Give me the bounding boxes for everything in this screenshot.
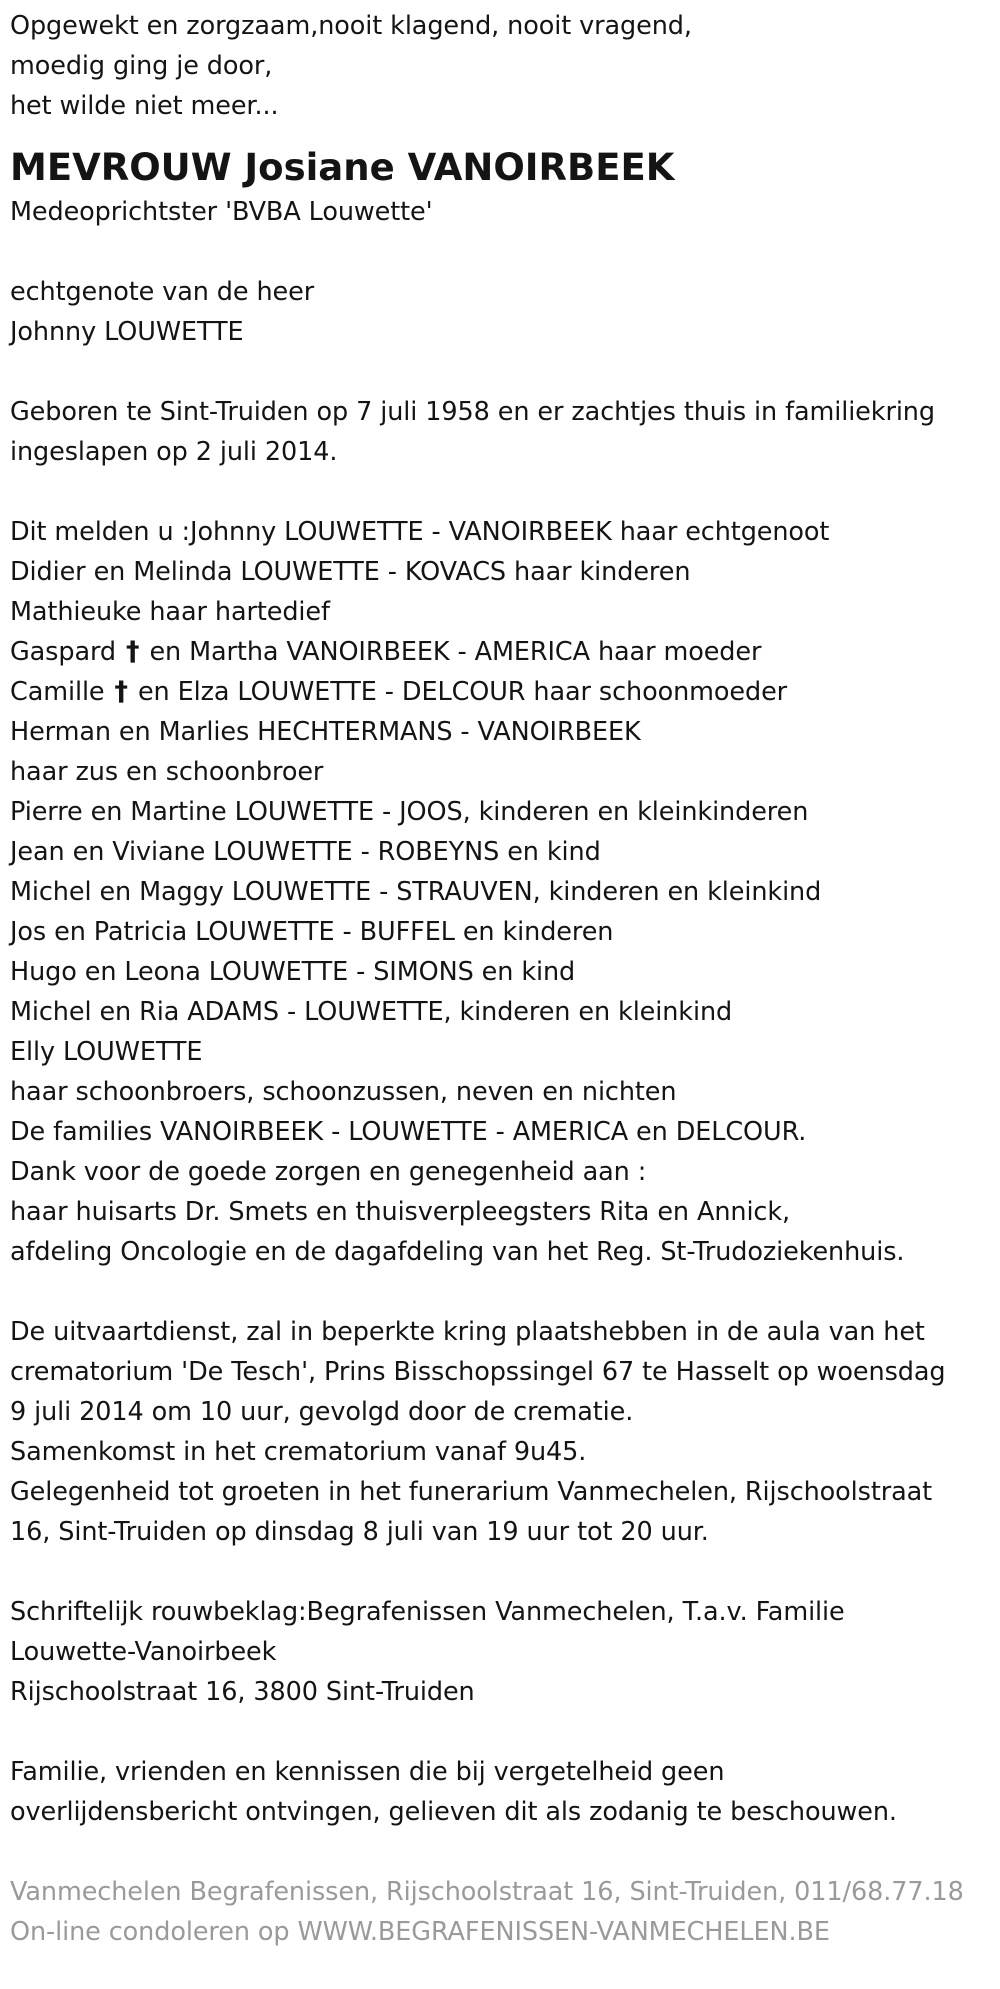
family-line: Michel en Maggy LOUWETTE - STRAUVEN, kinderen en kleinkind bbox=[10, 877, 822, 907]
family-line bbox=[10, 632, 1000, 672]
family-line: Mathieuke haar hartedief bbox=[10, 597, 330, 627]
family-name: Camille bbox=[10, 677, 105, 707]
birth-death-section bbox=[10, 392, 1000, 472]
poem bbox=[10, 6, 1000, 126]
cross-icon: † bbox=[126, 636, 140, 667]
service-line: crematorium 'De Tesch', Prins Bisschopssingel 67 te Hasselt op woensdag bbox=[10, 1357, 946, 1387]
family-line: Michel en Ria ADAMS - LOUWETTE, kinderen en kleinkind bbox=[10, 997, 733, 1027]
condolence-line: Louwette-Vanoirbeek bbox=[10, 1637, 277, 1667]
footer-link[interactable]: On-line condoleren op WWW.BEGRAFENISSEN-VANMECHELEN.BE bbox=[10, 1917, 830, 1947]
condolence-section bbox=[10, 1592, 1000, 1712]
family-line: Jean en Viviane LOUWETTE - ROBEYNS en kind bbox=[10, 837, 601, 867]
family-line: Elly LOUWETTE bbox=[10, 1037, 203, 1067]
family-line: Pierre en Martine LOUWETTE - JOOS, kinderen en kleinkinderen bbox=[10, 797, 809, 827]
spouse-section bbox=[10, 272, 1000, 352]
notice-line: overlijdensbericht ontvingen, gelieven dit als zodanig te beschouwen. bbox=[10, 1797, 897, 1827]
notice-section bbox=[10, 1752, 1000, 1832]
family-text: en Elza LOUWETTE - DELCOUR haar schoonmoeder bbox=[137, 677, 788, 707]
deceased-role: Medeoprichtster 'BVBA Louwette' bbox=[10, 197, 433, 227]
family-line: Hugo en Leona LOUWETTE - SIMONS en kind bbox=[10, 957, 576, 987]
birth-death-line: ingeslapen op 2 juli 2014. bbox=[10, 437, 338, 467]
spouse-line: echtgenote van de heer bbox=[10, 277, 315, 307]
deceased-name: MEVROUW Josiane VANOIRBEEK bbox=[10, 146, 675, 189]
condolence-line: Schriftelijk rouwbeklag:Begrafenissen Vanmechelen, T.a.v. Familie bbox=[10, 1597, 845, 1627]
birth-death-line: Geboren te Sint-Truiden op 7 juli 1958 en er zachtjes thuis in familiekring bbox=[10, 397, 935, 427]
poem-line: Opgewekt en zorgzaam,nooit klagend, nooit vragend, bbox=[10, 11, 692, 41]
poem-line: moedig ging je door, bbox=[10, 51, 273, 81]
notice-line: Familie, vrienden en kennissen die bij vergetelheid geen bbox=[10, 1757, 725, 1787]
family-name: Gaspard bbox=[10, 637, 117, 667]
footer bbox=[10, 1872, 1000, 1952]
service-line: Gelegenheid tot groeten in het funerarium Vanmechelen, Rijschoolstraat bbox=[10, 1477, 933, 1507]
family-line: haar schoonbroers, schoonzussen, neven en nichten bbox=[10, 1077, 677, 1107]
family-line: De families VANOIRBEEK - LOUWETTE - AMERICA en DELCOUR. bbox=[10, 1117, 807, 1147]
family-section bbox=[10, 512, 1000, 1272]
family-line: afdeling Oncologie en de dagafdeling van het Reg. St-Trudoziekenhuis. bbox=[10, 1237, 905, 1267]
family-text: en Martha VANOIRBEEK - AMERICA haar moeder bbox=[149, 637, 762, 667]
cross-icon: † bbox=[114, 676, 128, 707]
condolence-line: Rijschoolstraat 16, 3800 Sint-Truiden bbox=[10, 1677, 475, 1707]
spouse-line: Johnny LOUWETTE bbox=[10, 317, 244, 347]
service-line: 9 juli 2014 om 10 uur, gevolgd door de crematie. bbox=[10, 1397, 634, 1427]
service-section bbox=[10, 1312, 1000, 1552]
service-line: Samenkomst in het crematorium vanaf 9u45. bbox=[10, 1437, 587, 1467]
poem-line: het wilde niet meer... bbox=[10, 91, 279, 121]
family-line: haar zus en schoonbroer bbox=[10, 757, 324, 787]
service-line: De uitvaartdienst, zal in beperkte kring plaatshebben in de aula van het bbox=[10, 1317, 925, 1347]
family-line: Jos en Patricia LOUWETTE - BUFFEL en kinderen bbox=[10, 917, 614, 947]
family-line: Dit melden u :Johnny LOUWETTE - VANOIRBEEK haar echtgenoot bbox=[10, 517, 830, 547]
service-line: 16, Sint-Truiden op dinsdag 8 juli van 19 uur tot 20 uur. bbox=[10, 1517, 709, 1547]
family-line: Didier en Melinda LOUWETTE - KOVACS haar kinderen bbox=[10, 557, 691, 587]
family-line: haar huisarts Dr. Smets en thuisverpleegsters Rita en Annick, bbox=[10, 1197, 791, 1227]
footer-line: Vanmechelen Begrafenissen, Rijschoolstraat 16, Sint-Truiden, 011/68.77.18 bbox=[10, 1877, 964, 1907]
family-line: Herman en Marlies HECHTERMANS - VANOIRBEEK bbox=[10, 717, 641, 747]
family-line bbox=[10, 672, 1000, 712]
family-line: Dank voor de goede zorgen en genegenheid aan : bbox=[10, 1157, 647, 1187]
